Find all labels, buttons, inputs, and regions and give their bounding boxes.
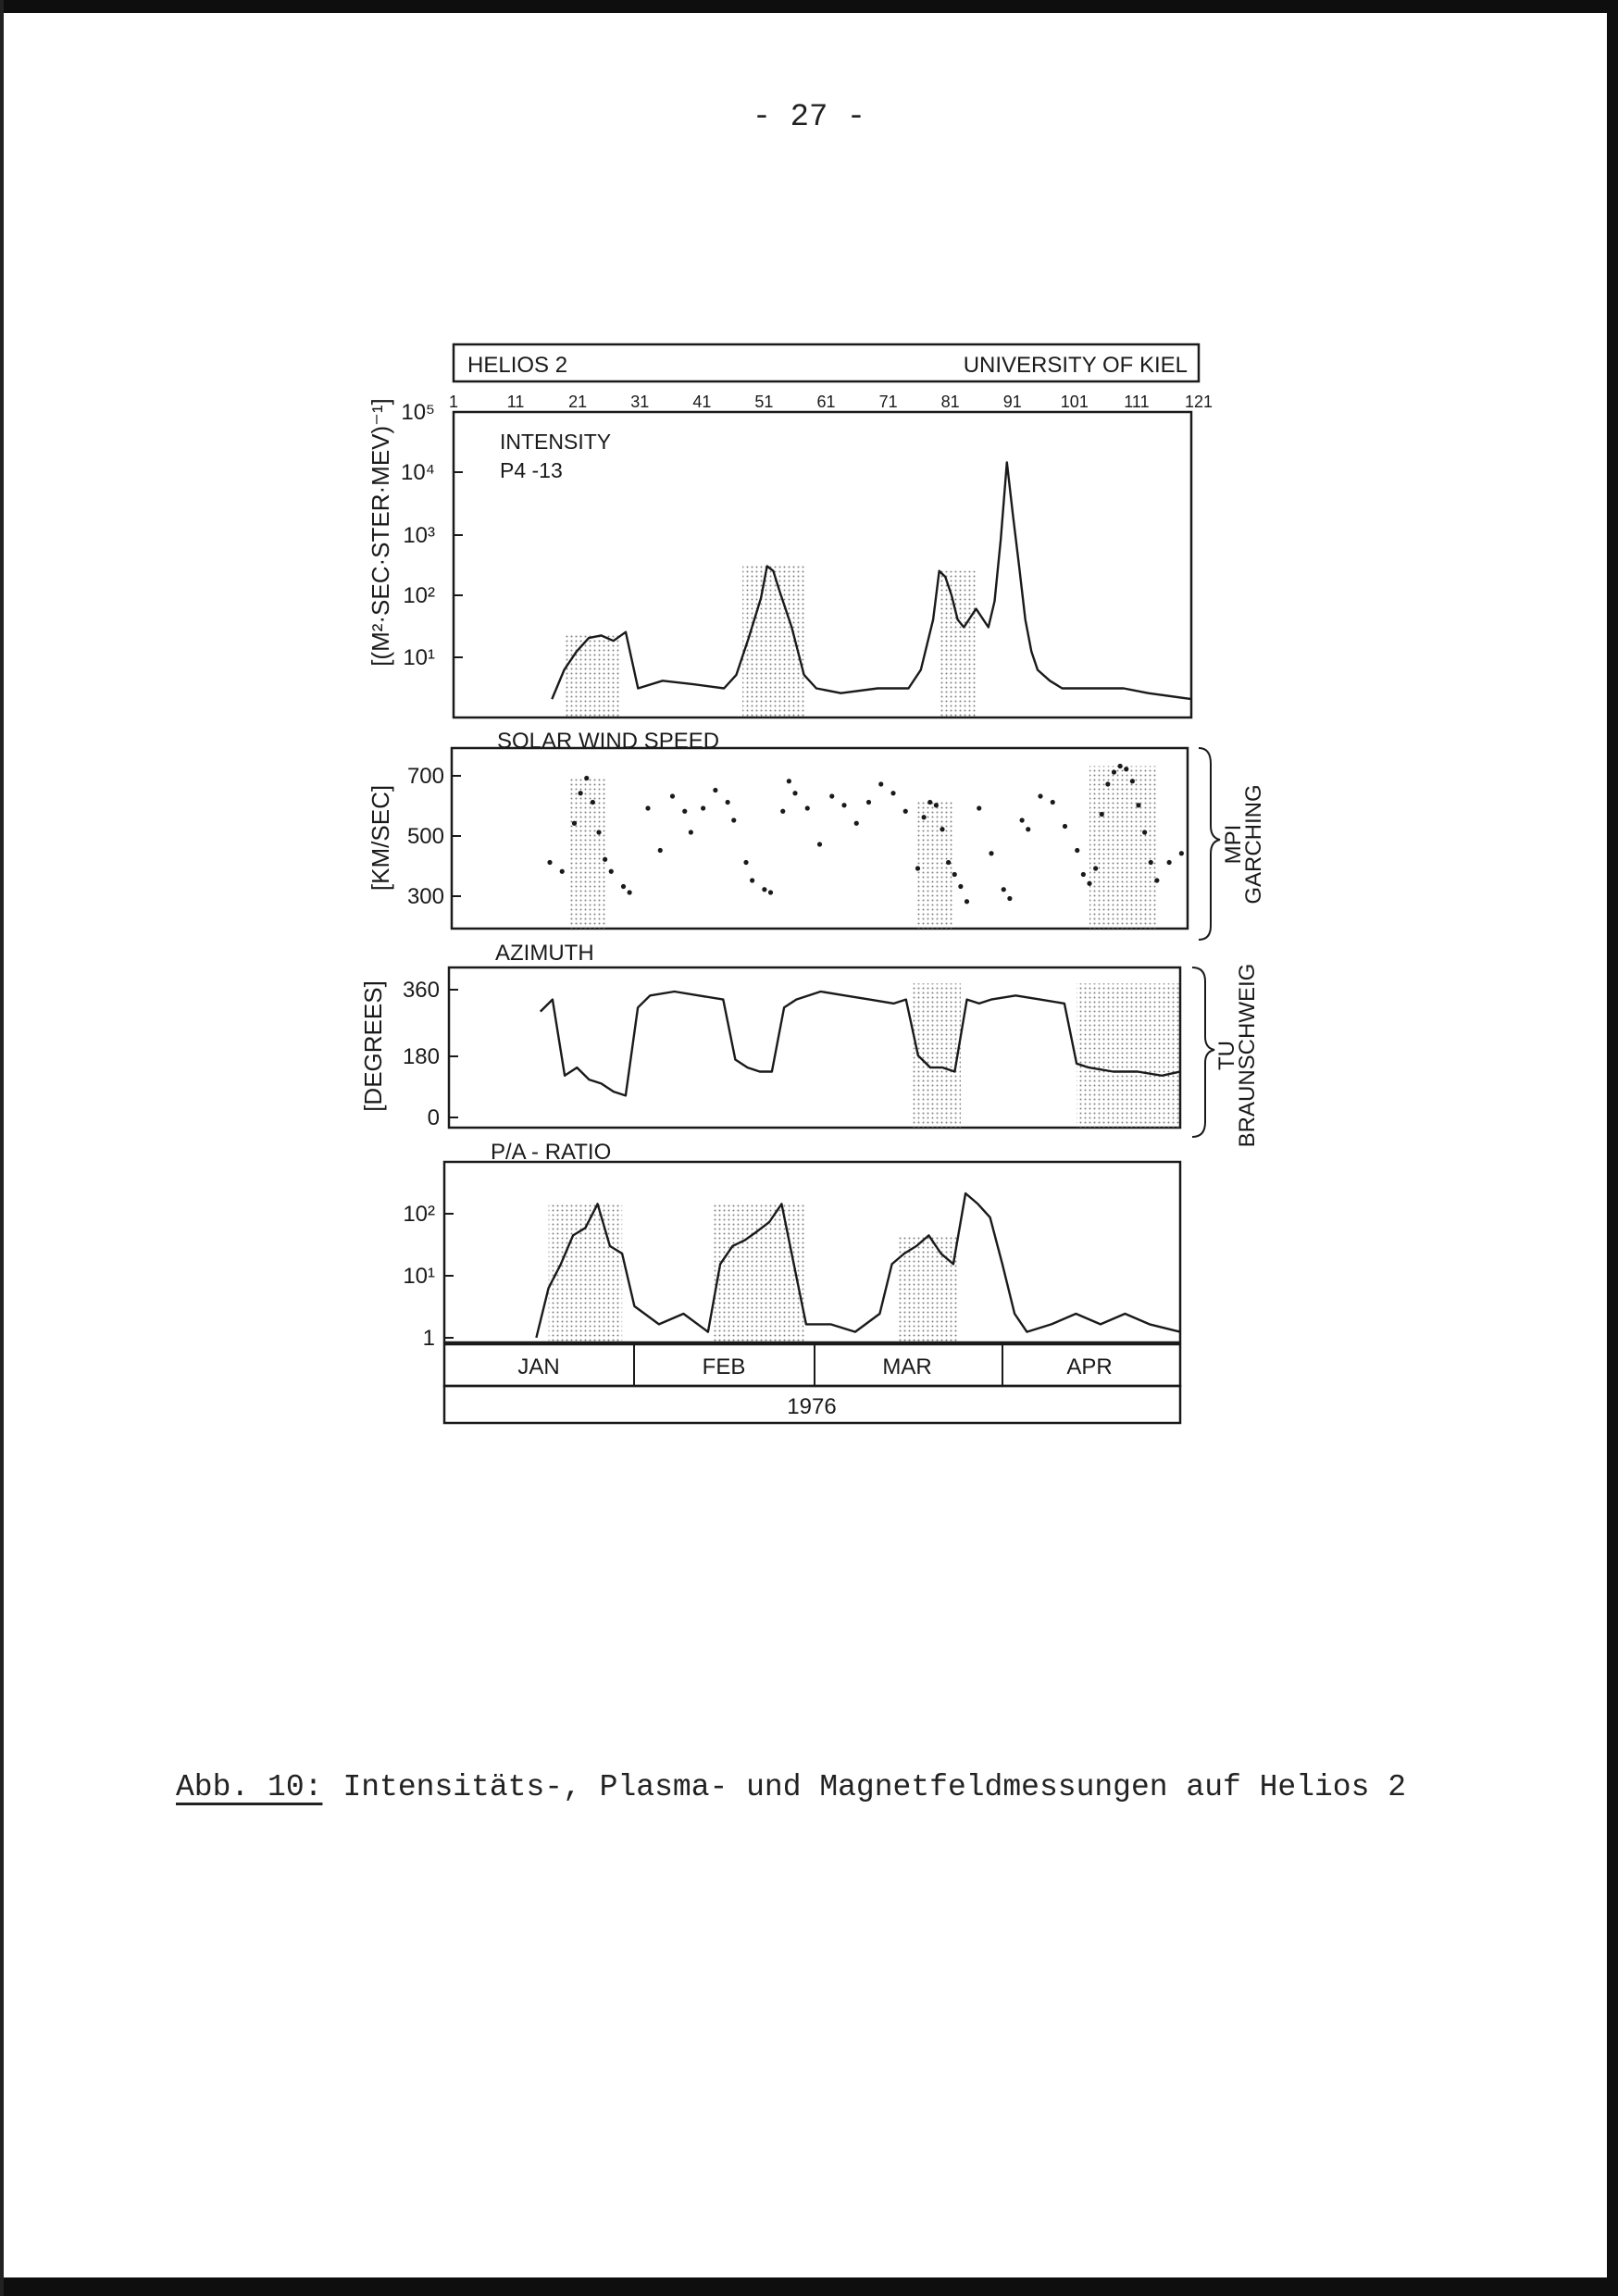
wind-point-5 [591,800,595,805]
wind-point-10 [628,890,632,894]
wind-point-32 [866,800,871,805]
azimuth-ytick-1: 180 [402,1044,440,1069]
day-tick-101: 101 [1060,393,1089,411]
wind-point-31 [854,821,859,826]
pa-ytick-2: 1 [422,1326,435,1351]
wind-point-38 [927,800,932,805]
wind-shaded-interval-0 [568,779,605,930]
azimuth-side-label-1: TU [1214,1041,1239,1070]
wind-point-55 [1081,872,1086,877]
header-right: UNIVERSITY OF KIEL [963,353,1188,378]
wind-point-13 [670,793,675,798]
wind-shaded-interval-1 [918,803,955,930]
wind-point-34 [890,791,895,795]
wind-point-53 [1063,824,1067,829]
wind-point-69 [1179,851,1184,855]
wind-point-50 [1026,827,1030,831]
wind-point-3 [579,791,583,795]
wind-point-56 [1087,881,1091,886]
intensity-shaded-interval-0 [565,635,620,718]
azimuth-side-label-2: BRAUNSCHWEIG [1235,963,1260,1148]
wind-point-62 [1124,767,1128,771]
intensity-ytick-0: 10⁵ [401,400,435,425]
wind-point-0 [547,860,552,865]
wind-point-61 [1118,764,1123,768]
azimuth-ytick-2: 0 [427,1105,440,1130]
pa-shaded-interval-0 [549,1204,623,1342]
wind-point-42 [952,872,957,877]
caption-label: Abb. 10: [176,1770,323,1804]
wind-ytick-2: 300 [406,884,444,909]
month-feb: FEB [702,1354,746,1379]
wind-point-8 [609,869,614,874]
wind-point-67 [1154,878,1159,882]
day-tick-51: 51 [754,393,774,411]
wind-point-30 [841,803,846,807]
day-tick-labels [449,393,1213,411]
wind-point-60 [1112,769,1116,774]
pa-title: P/A - RATIO [491,1140,612,1165]
intensity-ytick-1: 10⁴ [400,460,435,485]
azimuth-ylabel: [DEGREES] [359,980,387,1112]
day-tick-91: 91 [1002,393,1022,411]
wind-point-28 [817,842,822,846]
wind-point-27 [805,805,810,810]
wind-point-2 [572,821,577,826]
wind-point-24 [780,809,785,814]
wind-point-40 [940,827,944,831]
wind-point-14 [682,809,687,814]
azimuth-shaded-interval-1 [1077,983,1180,1128]
intensity-ytick-3: 10² [403,583,435,608]
day-tick-111: 111 [1124,393,1150,411]
azimuth-panel-frame [449,967,1180,1128]
day-tick-71: 71 [878,393,898,411]
intensity-ytick-2: 10³ [403,523,435,548]
wind-point-43 [958,884,963,889]
intensity-series-line-0 [552,462,1191,699]
wind-point-19 [731,817,736,822]
day-tick-41: 41 [692,393,712,411]
header-left: HELIOS 2 [467,353,568,378]
wind-point-66 [1149,860,1153,865]
wind-side-label-2: GARCHING [1241,784,1266,905]
day-tick-1: 1 [448,393,459,411]
wind-point-49 [1020,817,1025,822]
azimuth-title: AZIMUTH [495,941,594,966]
wind-point-33 [878,781,883,786]
day-tick-81: 81 [940,393,960,411]
wind-point-54 [1075,848,1079,853]
wind-shaded-interval-2 [1089,767,1157,930]
pa-series-line-0 [536,1193,1180,1338]
day-tick-21: 21 [568,393,588,411]
intensity-ytick-4: 10¹ [403,645,435,670]
wind-ytick-1: 500 [406,824,444,849]
figure-caption [176,1770,1406,1804]
wind-point-65 [1142,830,1147,834]
azimuth-ytick-0: 360 [402,978,440,1003]
wind-side-label-1: MPI [1221,824,1246,865]
wind-point-39 [934,803,939,807]
intensity-subtitle: P4 -13 [500,458,563,482]
wind-point-12 [658,848,663,853]
wind-point-26 [792,791,797,795]
wind-point-59 [1105,781,1110,786]
day-tick-11: 11 [506,393,525,411]
wind-point-17 [713,788,717,792]
day-tick-121: 121 [1184,393,1214,411]
wind-point-20 [743,860,748,865]
wind-point-35 [903,809,908,814]
pa-shaded-interval-1 [715,1204,806,1342]
wind-point-7 [603,857,607,862]
wind-point-15 [689,830,693,834]
wind-point-41 [946,860,951,865]
wind-point-51 [1038,793,1042,798]
wind-point-68 [1167,860,1172,865]
wind-point-37 [922,815,927,819]
pa-ytick-1: 10¹ [403,1264,435,1289]
intensity-title: INTENSITY [500,430,612,454]
wind-point-9 [621,884,626,889]
wind-point-57 [1093,866,1098,870]
intensity-shaded-interval-2 [940,571,977,718]
month-apr: APR [1066,1354,1113,1379]
month-jan: JAN [517,1354,560,1379]
wind-point-58 [1100,812,1104,817]
intensity-ylabel: [(M²·SEC·STER·MEV)⁻¹] [367,398,394,667]
wind-point-1 [560,869,565,874]
pa-ytick-0: 10² [403,1202,435,1227]
wind-panel-frame [452,748,1188,929]
wind-point-23 [768,890,773,894]
data-series [536,462,1191,1342]
wind-point-46 [989,851,993,855]
day-tick-61: 61 [816,393,836,411]
wind-point-63 [1130,779,1135,783]
wind-point-29 [829,793,834,798]
wind-point-16 [701,805,705,810]
wind-point-11 [645,805,650,810]
wind-ylabel: [KM/SEC] [367,784,394,892]
wind-point-36 [915,866,920,870]
wind-point-44 [965,899,969,904]
wind-point-45 [977,805,981,810]
wind-point-22 [762,887,766,892]
wind-point-64 [1136,803,1140,807]
wind-point-52 [1051,800,1055,805]
wind-title: SOLAR WIND SPEED [497,729,720,754]
wind-point-18 [726,800,730,805]
wind-point-25 [787,779,791,783]
wind-point-47 [1002,887,1006,892]
wind-ytick-0: 700 [406,764,444,789]
wind-point-48 [1007,896,1012,901]
page-number: - 27 - [752,100,866,135]
month-mar: MAR [882,1354,932,1379]
year-label: 1976 [787,1394,837,1419]
caption-text: Intensitäts-, Plasma- und Magnetfeldmessungen auf Helios 2 [342,1770,1407,1804]
day-tick-31: 31 [630,393,650,411]
wind-point-4 [584,776,589,780]
wind-point-6 [596,830,601,834]
wind-brace [1199,748,1220,940]
wind-point-21 [750,878,754,882]
azimuth-brace [1192,967,1214,1137]
